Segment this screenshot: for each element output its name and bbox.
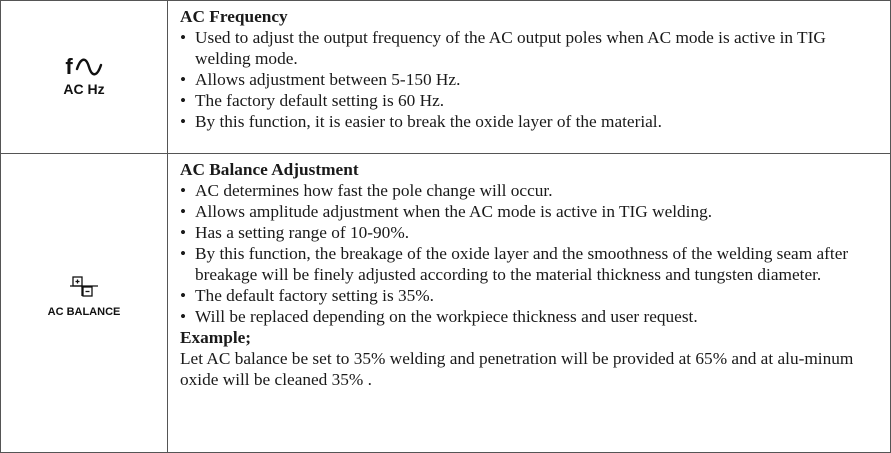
section-title: AC Frequency <box>180 7 288 26</box>
frequency-symbol <box>65 55 102 79</box>
balance-plus-minus-icon <box>69 276 99 300</box>
list-item: • AC determines how fast the pole change will occur. <box>180 180 884 201</box>
list-item: • Allows adjustment between 5-150 Hz. <box>180 69 884 90</box>
bullet-list <box>180 180 884 327</box>
frequency-f-glyph: f <box>65 54 73 79</box>
table-row-ac-balance <box>1 154 891 453</box>
list-item: • Used to adjust the output frequency of the AC output poles when AC mode is active in TIG welding mode. <box>180 27 884 69</box>
icon-cell-ac-balance <box>1 154 168 453</box>
ac-frequency-icon <box>1 55 167 97</box>
list-item: • Has a setting range of 10-90%. <box>180 222 884 243</box>
list-item: • Allows amplitude adjustment when the AC mode is active in TIG welding. <box>180 201 884 222</box>
list-item: • The default factory setting is 35%. <box>180 285 884 306</box>
section-title: AC Balance Adjustment <box>180 160 359 179</box>
icon-cell-ac-frequency <box>1 1 168 154</box>
description-cell-ac-balance <box>168 154 891 453</box>
ac-balance-icon-label: AC BALANCE <box>47 306 121 318</box>
list-item: • Will be replaced depending on the workpiece thickness and user request. <box>180 306 884 327</box>
list-item: • The factory default setting is 60 Hz. <box>180 90 884 111</box>
list-item: • By this function, the breakage of the oxide layer and the smoothness of the welding seam after breakage will be finely adjusted according to the material thickness and tungsten diameter. <box>180 243 884 285</box>
bullet-list <box>180 27 884 132</box>
list-item: • By this function, it is easier to break the oxide layer of the material. <box>180 111 884 132</box>
ac-balance-icon <box>1 276 167 318</box>
example-text: Let AC balance be set to 35% welding and penetration will be provided at 65% and at alu-minum oxide will be cleaned 35% . <box>180 349 854 389</box>
sine-wave-icon <box>75 57 103 77</box>
ac-frequency-icon-label: AC Hz <box>63 81 105 97</box>
example-title: Example; <box>180 328 252 347</box>
description-cell-ac-frequency <box>168 1 891 154</box>
table-row-ac-frequency <box>1 1 891 154</box>
